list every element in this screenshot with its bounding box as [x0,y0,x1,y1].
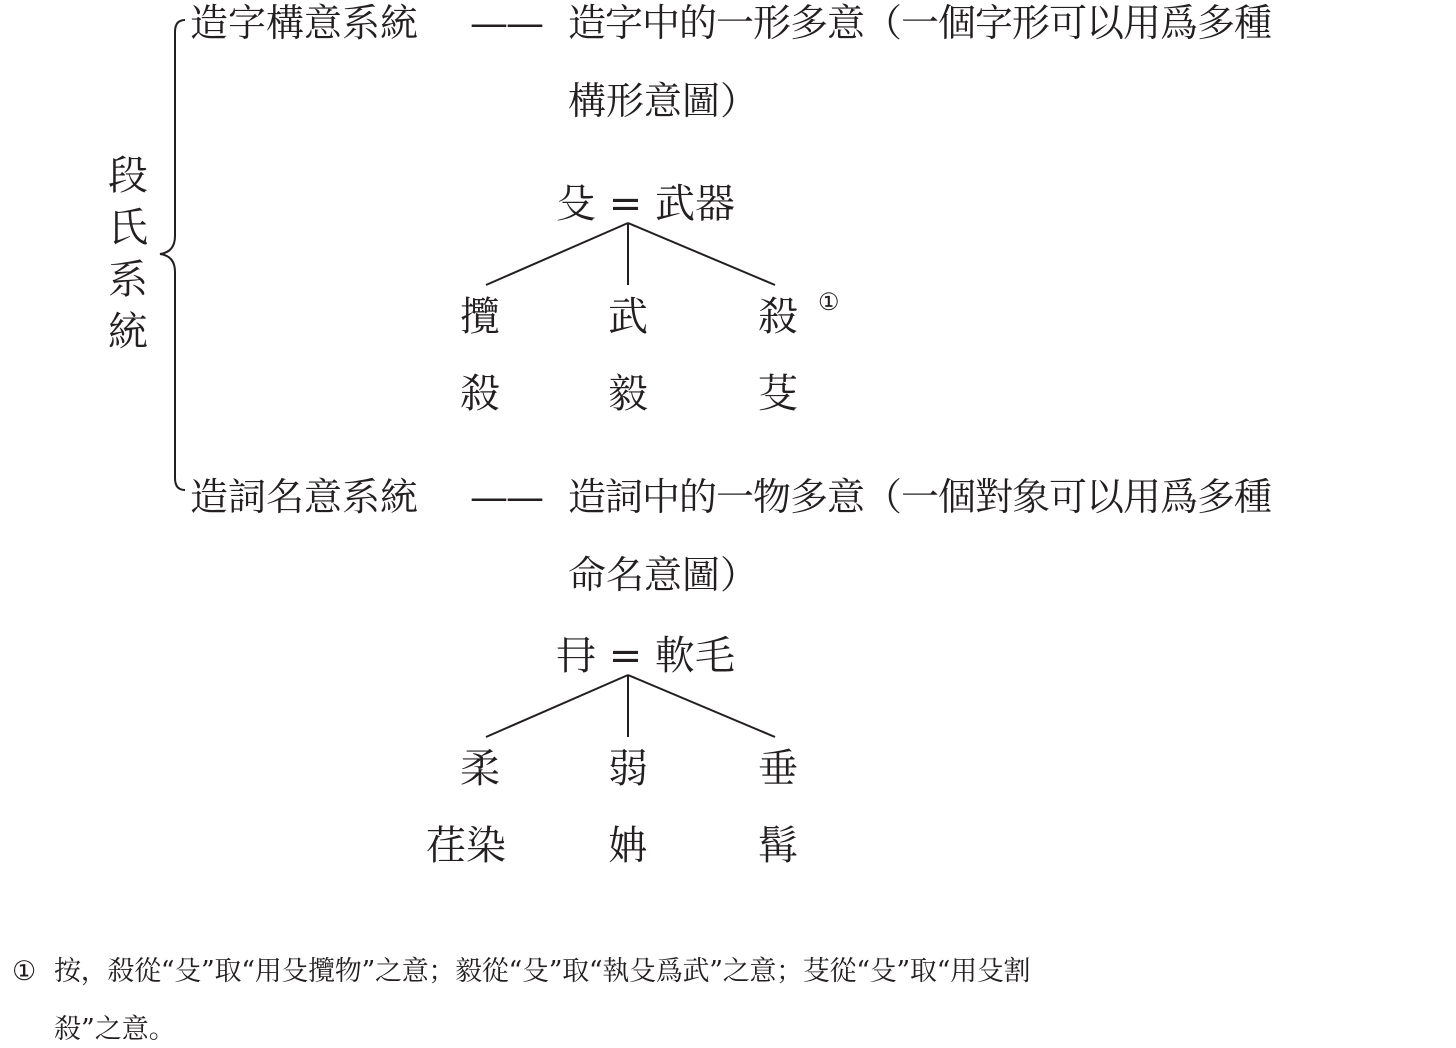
tree1-child-middle-bottom: 毅 [608,371,648,417]
root-label-char: 段 [108,153,148,199]
root-label-char: 系 [108,257,148,303]
tree2-child-right-bottom: 髯 [758,823,798,869]
root-label [108,150,148,358]
branch2-desc-line1: 造詞中的一物多意（一個對象可以用爲多種 [568,475,1272,519]
tree2-child-middle-bottom: 姌 [608,823,648,869]
footnote-marker: ① [818,288,840,316]
branch1-name: 造字構意系統 [190,1,419,45]
tree1-child-left-top: 攬 [460,294,500,340]
tree2-edge-right [628,675,775,737]
branch1-dash: —— [470,1,542,45]
tree2-child-left-bottom: 荏染 [426,823,506,869]
root-label-char: 氏 [108,205,148,251]
root-curly-brace [160,20,185,490]
branch2-desc-line2: 命名意圖） [568,553,759,597]
footnote-number: ① [12,956,37,987]
tree1-child-left-bottom: 殺 [460,371,500,417]
footnote-line2: 殺”之意。 [54,1014,176,1045]
branch2-name: 造詞名意系統 [190,475,419,519]
tree1-root: 殳 = 武器 [556,181,735,227]
branch1-desc-line2: 構形意圖） [568,79,759,123]
tree1-child-right-bottom: 芟 [758,371,798,417]
branch1-desc-line1: 造字中的一形多意（一個字形可以用爲多種 [568,1,1272,45]
tree1-child-middle-top: 武 [608,294,648,340]
footnote-line1: 按，殺從“殳”取“用殳攬物”之意；毅從“殳”取“執殳爲武”之意；芟從“殳”取“用殳割 [54,956,1031,987]
tree1-child-right-top: 殺 [758,294,798,340]
tree1-edge-left [486,223,628,285]
tree2-root: 冄 = 軟毛 [556,633,735,679]
tree2-child-right-top: 垂 [758,746,798,792]
tree1-edge-right [628,223,775,285]
root-label-char: 統 [108,309,148,355]
tree2-child-middle-top: 弱 [608,746,648,792]
branch2-dash: —— [470,475,542,519]
tree2-child-left-top: 柔 [460,746,500,792]
tree2-edge-left [486,675,628,737]
